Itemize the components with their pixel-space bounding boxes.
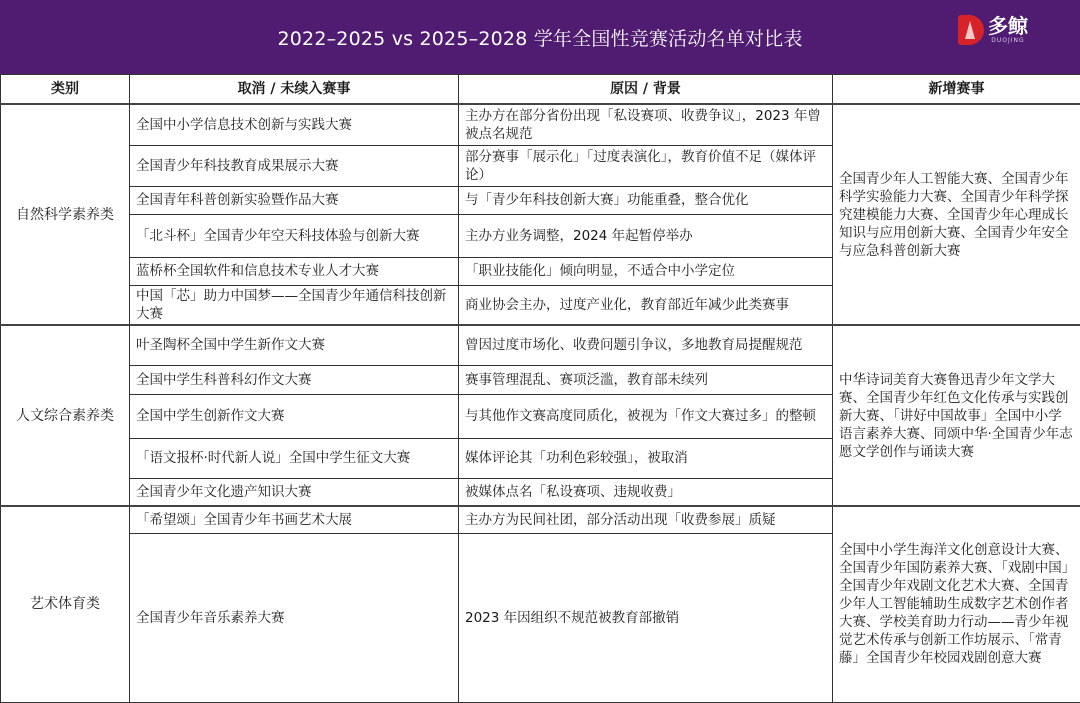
cancelled-cell: 全国青少年科技教育成果展示大赛 xyxy=(130,145,459,186)
logo-name-cn: 多鲸 xyxy=(988,14,1028,38)
table-header-row xyxy=(1,75,1080,105)
cancelled-cell: 全国青少年音乐素养大赛 xyxy=(130,533,459,702)
reason-cell: 与其他作文赛高度同质化，被视为「作文大赛过多」的整顿 xyxy=(459,394,833,438)
column-header-cancelled: 取消 / 未续入赛事 xyxy=(130,75,459,105)
category-cell: 自然科学素养类 xyxy=(1,104,130,325)
cancelled-cell: 全国中学生创新作文大赛 xyxy=(130,394,459,438)
category-cell: 艺术体育类 xyxy=(1,506,130,702)
new-events-cell: 全国青少年人工智能大赛、全国青少年科学实验能力大赛、全国青少年科学探究建模能力大赛、全国青少年心理成长知识与应用创新大赛、全国青少年安全与应急科普创新大赛 xyxy=(833,104,1080,325)
cancelled-cell: 全国中学生科普科幻作文大赛 xyxy=(130,365,459,394)
column-header-category: 类别 xyxy=(1,75,130,105)
new-events-cell: 中华诗词美育大赛鲁迅青少年文学大赛、全国青少年红色文化传承与实践创新大赛、「讲好中国故事」全国中小学语言素养大赛、同颂中华·全国青少年志愿文学创作与诵读大赛 xyxy=(833,325,1080,506)
reason-cell: 与「青少年科技创新大赛」功能重叠，整合优化 xyxy=(459,186,833,214)
cancelled-cell: 中国「芯」助力中国梦——全国青少年通信科技创新大赛 xyxy=(130,285,459,325)
reason-cell: 主办方在部分省份出现「私设赛项、收费争议」，2023 年曾被点名规范 xyxy=(459,104,833,145)
reason-cell: 部分赛事「展示化」「过度表演化」，教育价值不足（媒体评论） xyxy=(459,145,833,186)
brand-logo xyxy=(958,15,1028,45)
column-header-new: 新增赛事 xyxy=(833,75,1080,105)
cancelled-cell: 全国青少年文化遗产知识大赛 xyxy=(130,478,459,506)
new-events-cell: 全国中小学生海洋文化创意设计大赛、全国青少年国防素养大赛、「戏剧中国」全国青少年戏剧文化艺术大赛、全国青少年人工智能辅助生成数字艺术创作者大赛、学校美育助力行动——青少年视觉艺术传承与创新工作坊展示、「常青藤」全国青少年校园戏剧创意大赛 xyxy=(833,506,1080,702)
reason-cell: 2023 年因组织不规范被教育部撤销 xyxy=(459,533,833,702)
cancelled-cell: 蓝桥杯全国软件和信息技术专业人才大赛 xyxy=(130,257,459,285)
reason-cell: 赛事管理混乱、赛项泛滥，教育部未续列 xyxy=(459,365,833,394)
reason-cell: 主办方为民间社团，部分活动出现「收费参展」质疑 xyxy=(459,506,833,533)
comparison-table xyxy=(0,74,1080,703)
table-row xyxy=(1,325,1080,365)
reason-cell: 媒体评论其「功利色彩较强」，被取消 xyxy=(459,438,833,478)
reason-cell: 主办方业务调整，2024 年起暂停举办 xyxy=(459,214,833,257)
page-title: 2022–2025 vs 2025–2028 学年全国性竞赛活动名单对比表 xyxy=(277,27,803,50)
reason-cell: 「职业技能化」倾向明显，不适合中小学定位 xyxy=(459,257,833,285)
cancelled-cell: 全国青年科普创新实验暨作品大赛 xyxy=(130,186,459,214)
category-cell: 人文综合素养类 xyxy=(1,325,130,506)
cancelled-cell: 「语文报杯·时代新人说」全国中学生征文大赛 xyxy=(130,438,459,478)
reason-cell: 被媒体点名「私设赛项、违规收费」 xyxy=(459,478,833,506)
table-row xyxy=(1,104,1080,145)
reason-cell: 曾因过度市场化、收费问题引争议，多地教育局提醒规范 xyxy=(459,325,833,365)
cancelled-cell: 叶圣陶杯全国中学生新作文大赛 xyxy=(130,325,459,365)
duojing-logo-icon xyxy=(958,15,984,45)
title-banner xyxy=(0,0,1080,74)
cancelled-cell: 「北斗杯」全国青少年空天科技体验与创新大赛 xyxy=(130,214,459,257)
table-row xyxy=(1,506,1080,533)
cancelled-cell: 「希望颂」全国青少年书画艺术大展 xyxy=(130,506,459,533)
reason-cell: 商业协会主办，过度产业化，教育部近年减少此类赛事 xyxy=(459,285,833,325)
logo-name-en: DUOJING xyxy=(991,37,1025,44)
column-header-reason: 原因 / 背景 xyxy=(459,75,833,105)
cancelled-cell: 全国中小学信息技术创新与实践大赛 xyxy=(130,104,459,145)
